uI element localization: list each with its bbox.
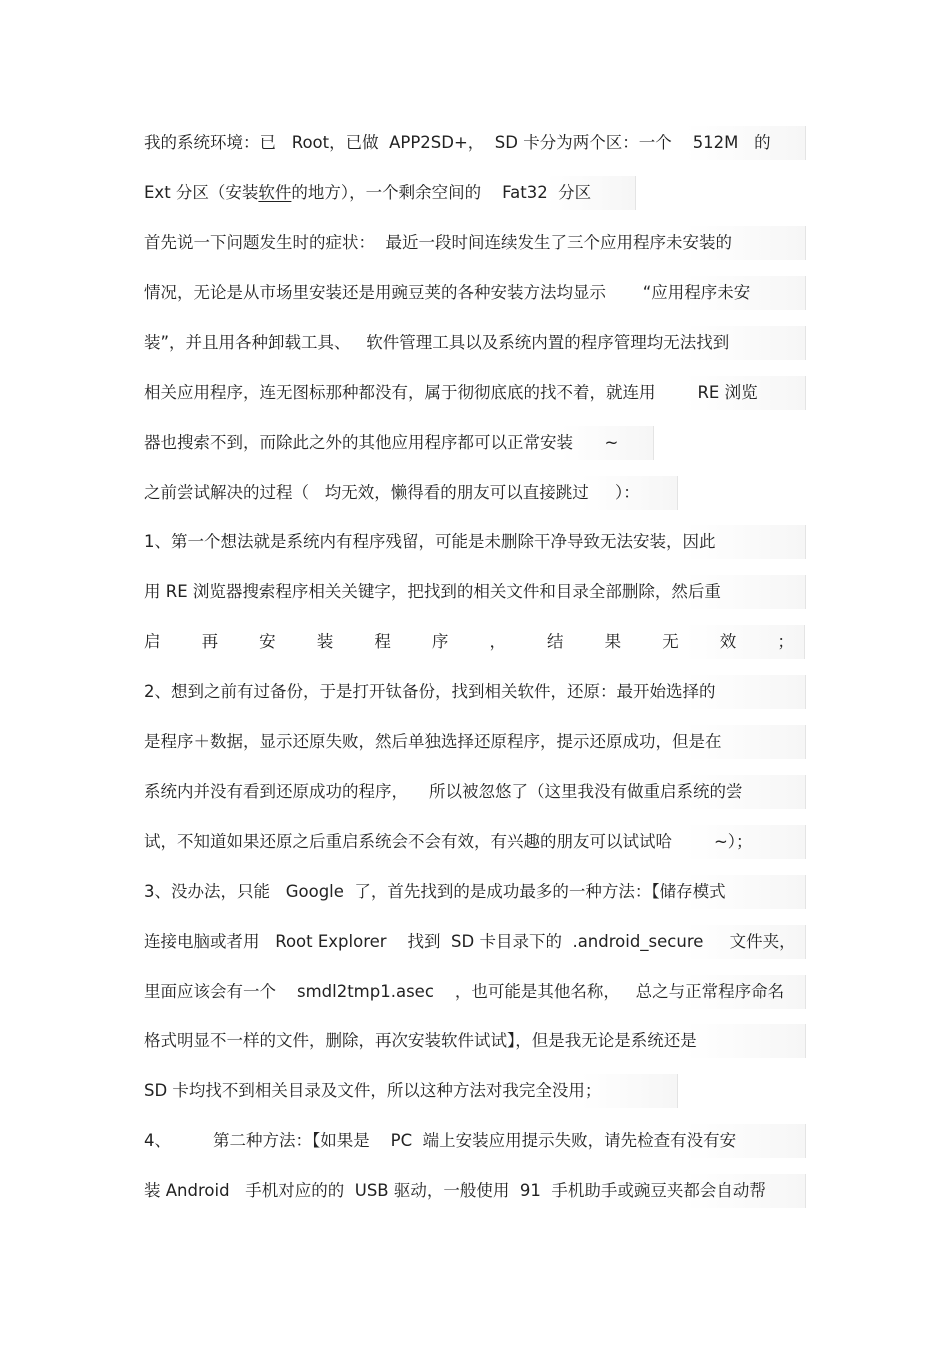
text-line: 首先说一下问题发生时的症状： 最近一段时间连续发生了三个应用程序未安装的 [144,226,806,260]
text-segment: Ext 分区（安装 [144,183,259,202]
text-line: 装”，并且用各种卸载工具、 软件管理工具以及系统内置的程序管理均无法找到 [144,326,806,360]
char: 无 [662,632,679,651]
text-line: 里面应该会有一个 smdl2tmp1.asec ，也可能是其他名称， 总之与正常程序命名 [144,975,806,1009]
char: 安 [259,632,276,651]
text-line: 之前尝试解决的过程（ 均无效，懒得看的朋友可以直接跳过 ）： [144,476,678,510]
text-line-justified [144,625,805,659]
text-line: 系统内并没有看到还原成功的程序， 所以被忽悠了（这里我没有做重启系统的尝 [144,775,806,809]
text-line: 1、第一个想法就是系统内有程序残留，可能是未删除干净导致无法安装，因此 [144,525,806,559]
text-line: 试，不知道如果还原之后重启系统会不会有效，有兴趣的朋友可以试试哈 ~）； [144,825,806,859]
char: 程 [374,632,391,651]
char: 效 [719,632,737,651]
software-link[interactable]: 软件 [258,183,292,202]
text-line: 相关应用程序，连无图标那种都没有，属于彻彻底底的找不着，就连用 RE 浏览 [144,376,806,410]
text-line: 格式明显不一样的文件，删除，再次安装软件试试】，但是我无论是系统还是 [144,1024,806,1058]
char: ， [489,632,506,651]
text-line: 连接电脑或者用 Root Explorer 找到 SD 卡目录下的 .android_secure 文件夹， [144,925,806,959]
text-line: 装 Android 手机对应的的 USB 驱动，一般使用 91 手机助手或豌豆夹都会自动帮 [144,1174,806,1208]
char: 结 [547,632,564,651]
text-line: 2、想到之前有过备份，于是打开钛备份，找到相关软件，还原：最开始选择的 [144,675,806,709]
char: 再 [201,632,219,651]
text-line: 我的系统环境：已 Root，已做 APP2SD+， SD 卡分为两个区：一个 512M 的 [144,126,806,160]
text-line [144,176,636,210]
text-line: 用 RE 浏览器搜索程序相关关键字，把找到的相关文件和目录全部删除，然后重 [144,575,806,609]
char: ； [777,632,794,651]
text-line: 器也搜索不到，而除此之外的其他应用程序都可以正常安装 ~ [144,426,654,460]
text-line: 3、没办法，只能 Google 了，首先找到的是成功最多的一种方法：【储存模式 [144,875,806,909]
text-segment: 的地方），一个剩余空间的 Fat32 分区 [291,183,592,202]
text-line: 4、 第二种方法：【如果是 PC 端上安装应用提示失败，请先检查有没有安 [144,1124,806,1158]
text-line: 情况，无论是从市场里安装还是用豌豆荚的各种安装方法均显示 “应用程序未安 [144,276,806,310]
char: 启 [144,632,161,651]
text-line: 是程序＋数据，显示还原失败，然后单独选择还原程序，提示还原成功，但是在 [144,725,806,759]
char: 序 [431,632,449,651]
text-line: SD 卡均找不到相关目录及文件，所以这种方法对我完全没用； [144,1074,678,1108]
char: 装 [316,632,334,651]
char: 果 [604,632,622,651]
